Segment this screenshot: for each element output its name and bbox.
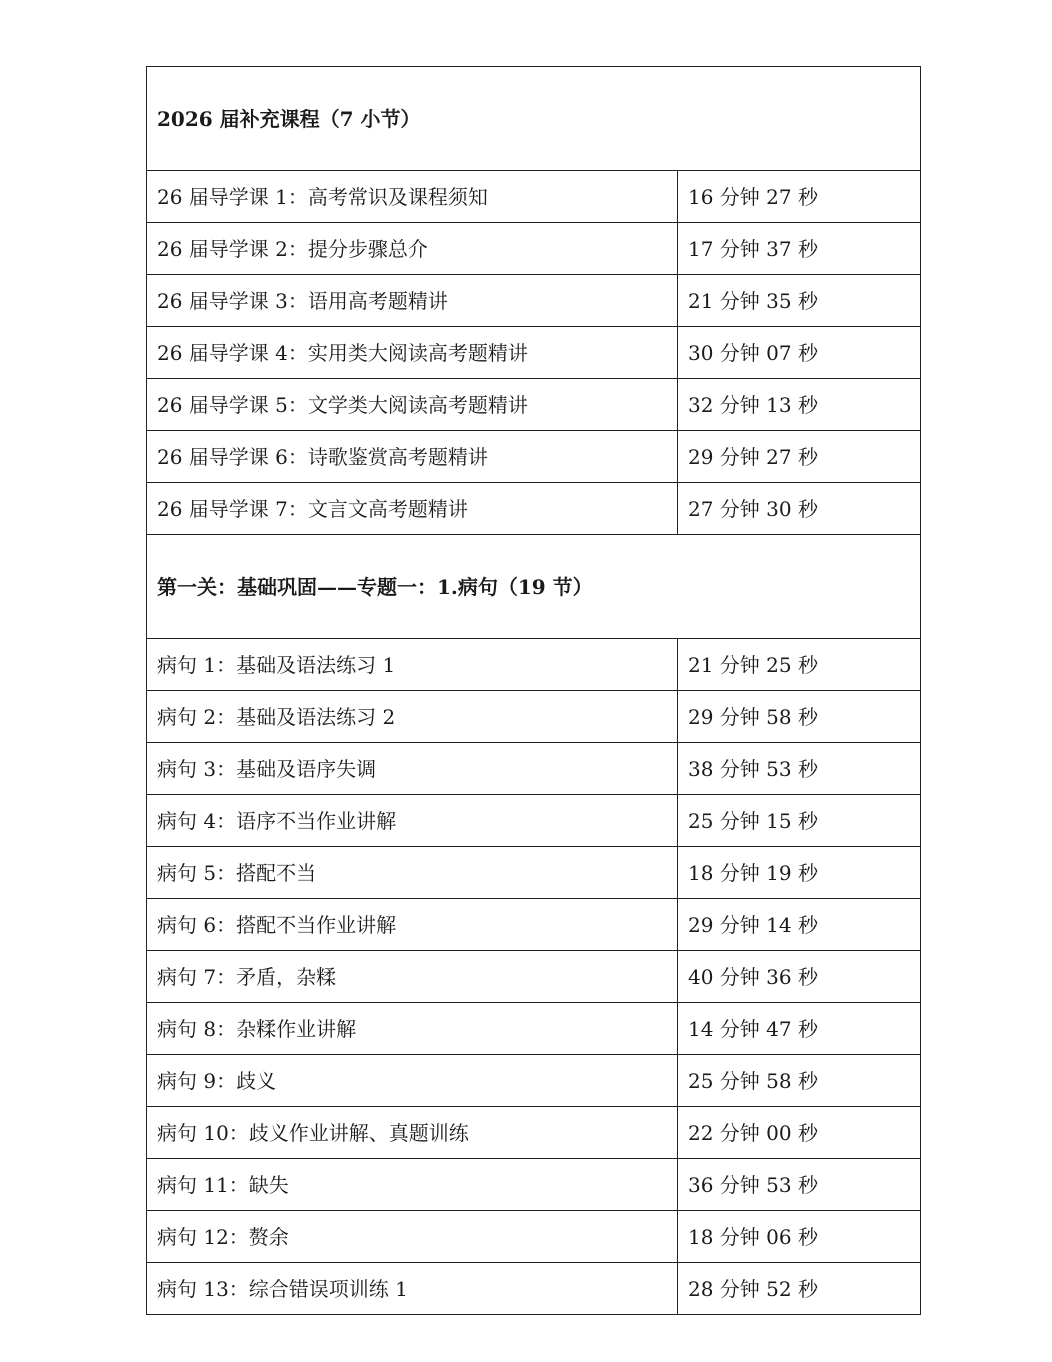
lesson-duration: 21 分钟 35 秒 [678,275,921,327]
table-row [147,1055,921,1107]
table-row [147,1263,921,1315]
table-row [147,327,921,379]
lesson-title: 26 届导学课 6：诗歌鉴赏高考题精讲 [147,431,678,483]
lesson-duration: 18 分钟 19 秒 [678,847,921,899]
lesson-duration: 29 分钟 27 秒 [678,431,921,483]
table-row [147,847,921,899]
lesson-title: 病句 9：歧义 [147,1055,678,1107]
table-row [147,171,921,223]
lesson-title: 病句 10：歧义作业讲解、真题训练 [147,1107,678,1159]
lesson-duration: 17 分钟 37 秒 [678,223,921,275]
section-header-row [147,67,921,171]
lesson-duration: 27 分钟 30 秒 [678,483,921,535]
lesson-title: 病句 13：综合错误项训练 1 [147,1263,678,1315]
lesson-title: 26 届导学课 4：实用类大阅读高考题精讲 [147,327,678,379]
lesson-duration: 32 分钟 13 秒 [678,379,921,431]
lesson-duration: 22 分钟 00 秒 [678,1107,921,1159]
lesson-title: 26 届导学课 7：文言文高考题精讲 [147,483,678,535]
table-row [147,691,921,743]
lesson-duration: 36 分钟 53 秒 [678,1159,921,1211]
lesson-duration: 18 分钟 06 秒 [678,1211,921,1263]
lesson-duration: 16 分钟 27 秒 [678,171,921,223]
lesson-title: 病句 11：缺失 [147,1159,678,1211]
table-row [147,223,921,275]
table-row [147,379,921,431]
section-heading: 2026 届补充课程（7 小节） [147,67,921,171]
lesson-title: 病句 4：语序不当作业讲解 [147,795,678,847]
lesson-duration: 30 分钟 07 秒 [678,327,921,379]
section-heading: 第一关：基础巩固——专题一：1.病句（19 节） [147,535,921,639]
lesson-duration: 25 分钟 58 秒 [678,1055,921,1107]
lesson-title: 26 届导学课 1：高考常识及课程须知 [147,171,678,223]
table-row [147,1159,921,1211]
lesson-duration: 29 分钟 14 秒 [678,899,921,951]
table-row [147,743,921,795]
lesson-title: 病句 6：搭配不当作业讲解 [147,899,678,951]
lesson-title: 病句 3：基础及语序失调 [147,743,678,795]
lesson-duration: 28 分钟 52 秒 [678,1263,921,1315]
lesson-duration: 40 分钟 36 秒 [678,951,921,1003]
lesson-title: 病句 5：搭配不当 [147,847,678,899]
lesson-duration: 29 分钟 58 秒 [678,691,921,743]
course-table [146,66,921,1315]
lesson-duration: 21 分钟 25 秒 [678,639,921,691]
lesson-title: 26 届导学课 3：语用高考题精讲 [147,275,678,327]
lesson-title: 病句 12：赘余 [147,1211,678,1263]
table-row [147,899,921,951]
lesson-title: 病句 2：基础及语法练习 2 [147,691,678,743]
table-row [147,275,921,327]
lesson-duration: 38 分钟 53 秒 [678,743,921,795]
lesson-duration: 14 分钟 47 秒 [678,1003,921,1055]
table-row [147,1211,921,1263]
lesson-title: 26 届导学课 2：提分步骤总介 [147,223,678,275]
lesson-duration: 25 分钟 15 秒 [678,795,921,847]
table-row [147,639,921,691]
table-row [147,1107,921,1159]
table-row [147,795,921,847]
table-row [147,431,921,483]
table-row [147,483,921,535]
table-row [147,951,921,1003]
lesson-title: 病句 1：基础及语法练习 1 [147,639,678,691]
lesson-title: 26 届导学课 5：文学类大阅读高考题精讲 [147,379,678,431]
section-header-row [147,535,921,639]
lesson-title: 病句 8：杂糅作业讲解 [147,1003,678,1055]
lesson-title: 病句 7：矛盾，杂糅 [147,951,678,1003]
table-row [147,1003,921,1055]
